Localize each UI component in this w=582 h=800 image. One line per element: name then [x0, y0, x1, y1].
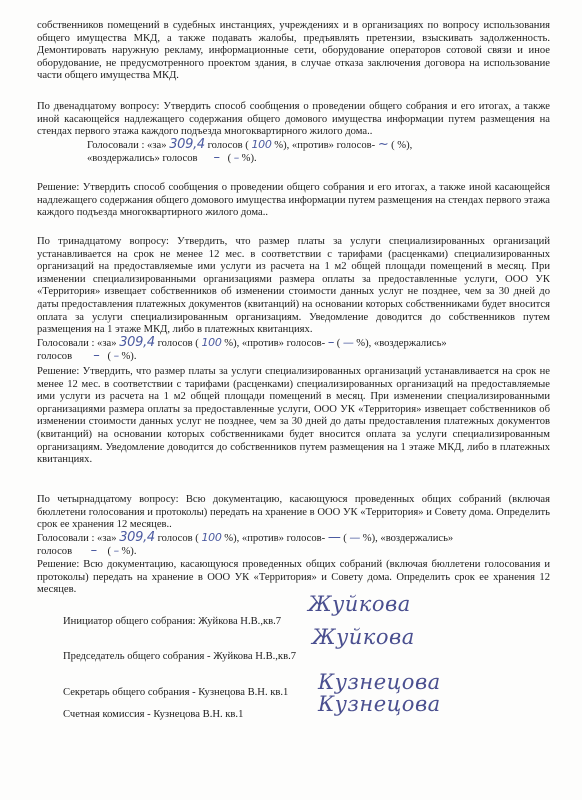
vote-text: %). — [241, 153, 257, 165]
intro-text: собственников помещений в судебных инстанциях, учреждениях и в организациях по вопросу использования общего имущества МКД, а также подавать жалобы, предъявлять претензии, взыскивать задолженность. Демонтировать наружную рекламу, информационные сети, оборудование операторов сотовой связи и иное оборудование, не предусмотренного проектом здания, в случае отказа заключения договора на использование части общего имущества МКД. — [37, 20, 550, 82]
vote-for-percent: 100 — [201, 335, 222, 349]
vote-label: Голосовали : «за» — [37, 337, 117, 349]
secretary-signature: Кузнецова — [318, 670, 441, 694]
chairman-line: Председатель общего собрания - Жуйкова Н.В.,кв.7 — [63, 651, 297, 662]
vote-abstain-percent: – — [113, 544, 119, 558]
question-12-section — [37, 101, 550, 166]
vote-for-percent: 100 — [251, 137, 272, 151]
vote-text: %), «воздержались» — [362, 532, 454, 544]
vote-abstain-percent: – — [113, 349, 119, 363]
question-14-text: По четырнадцатому вопросу: Всю документацию, касающуюся проведенных общих собраний (включая бюллетени голосования и протоколы) передать на хранение в ООО УК «Территория» и Совету дома. Определить срок ее хранения 12 месяцев.. — [37, 494, 550, 531]
vote-text: ( — [336, 337, 341, 349]
question-12-decision — [37, 182, 550, 220]
counting-commission-signature: Кузнецова — [318, 692, 441, 716]
vote-text: %). — [121, 546, 137, 558]
vote-text: ( — [107, 351, 111, 363]
vote-text: ( %), — [391, 139, 413, 151]
vote-text: «воздержались» голосов — [87, 153, 198, 165]
vote-text: голосов — [37, 546, 73, 558]
vote-for-count: 309,4 — [119, 529, 155, 545]
vote-for-percent: 100 — [201, 530, 222, 544]
vote-abstain-percent: – — [233, 151, 239, 165]
question-14-section — [37, 494, 550, 597]
vote-label: Голосовали : «за» — [87, 139, 167, 151]
vote-text: голосов ( — [207, 139, 249, 151]
question-12-vote-line-1 — [37, 136, 550, 153]
vote-for-count: 309,4 — [169, 136, 205, 152]
vote-text: %). — [121, 351, 137, 363]
vote-abstain-count: – — [93, 348, 100, 364]
vote-against-count: – — [327, 334, 335, 350]
vote-for-count: 309,4 — [119, 334, 155, 350]
vote-text: ( — [107, 546, 111, 558]
vote-text: %), «воздержались» — [356, 337, 447, 349]
vote-label: Голосовали : «за» — [37, 532, 117, 544]
vote-text: %), «против» голосов- — [224, 337, 326, 349]
vote-against-count: — — [327, 529, 341, 545]
vote-text: ( — [343, 532, 347, 544]
decision-13-text: Решение: Утвердить, что размер платы за услуги специализированных организаций устанавливается на срок не менее 12 мес. в соответствии с тарифами (расценками) специализированных организаций на предоставляемые ими услуги из расчета на 1 м2 общей площади помещений в месяц. При изменении специализированными организациями размера оплаты за предоставленные услуги, ООО УК «Территория» извещает собственников об изменении стоимости данных услуг не позднее, чем за 30 дней до даты предоставления платежных документов (квитанций) на основании которых собственниками будет вносится оплата за услуги специализированным организациям. Уведомление доводится до собственников путем размещения на 1 этаже МКД, либо в платежных квитанциях. — [37, 365, 550, 466]
vote-text: голосов ( — [157, 337, 199, 349]
vote-text: ( — [227, 153, 232, 165]
vote-against-percent: — — [349, 530, 361, 544]
chairman-signature: Жуйкова — [312, 625, 415, 649]
vote-abstain-count: – — [90, 543, 97, 559]
vote-against-count: ~ — [377, 136, 389, 152]
question-14-vote-line-2 — [37, 545, 550, 559]
vote-text: %), «против» голосов- — [274, 139, 376, 151]
secretary-line: Секретарь общего собрания - Кузнецова В.Н. кв.1 — [63, 687, 289, 698]
question-13-text: По тринадцатому вопросу: Утвердить, что размер платы за услуги специализированных организаций устанавливается на срок не менее 12 мес. в соответствии с тарифами (расценками) специализированных организаций на предоставляемые ими услуги из расчета на 1 м2 общей площади помещений в месяц. При изменении специализированными организациями размера оплаты за предоставленные услуги, ООО УК «Территория» извещает собственников об изменении стоимости данных услуг не позднее, чем за 30 дней до даты предоставления платежных документов (квитанций) на основании которых собственниками будет вносится оплата за услуги специализированным организациям. Уведомление доводится до собственников путем размещения на 1 этаже МКД, либо в платежных квитанциях. — [37, 236, 550, 336]
vote-text: голосов — [37, 351, 73, 363]
question-12-text: По двенадцатому вопросу: Утвердить способ сообщения о проведении общего собрания и его итогах, а также иной касающейся надлежащего содержания общего домового имущества информации путем размещения на стендах первого этажа каждого подъезда многоквартирного жилого дома.. — [37, 101, 550, 138]
vote-text: голосов ( — [157, 532, 199, 544]
decision-14-text: Решение: Всю документацию, касающуюся проведенных общих собраний (включая бюллетени голосования и протоколы) передать на хранение в ООО УК «Территория» и Совету дома. Определить срок ее хранения 12 месяцев. — [37, 558, 550, 596]
question-13-section — [37, 236, 550, 467]
question-13-vote-line-2 — [37, 350, 550, 364]
vote-against-percent: — — [342, 335, 354, 349]
question-12-vote-line-2 — [37, 152, 550, 166]
initiator-line: Инициатор общего собрания: Жуйкова Н.В.,кв.7 — [63, 616, 282, 627]
decision-12-text: Решение: Утвердить способ сообщения о проведении общего собрания и его итогах, а также иной касающейся надлежащего содержания общего домового имущества информации путем размещения на стендах первого этажа каждого подъезда многоквартирного жилого дома.. — [37, 182, 550, 219]
initiator-signature: Жуйкова — [308, 592, 411, 616]
vote-text: %), «против» голосов- — [224, 532, 326, 544]
vote-abstain-count: – — [213, 150, 220, 166]
intro-paragraph — [37, 20, 550, 83]
counting-commission-line: Счетная комиссия - Кузнецова В.Н. кв.1 — [63, 709, 244, 720]
